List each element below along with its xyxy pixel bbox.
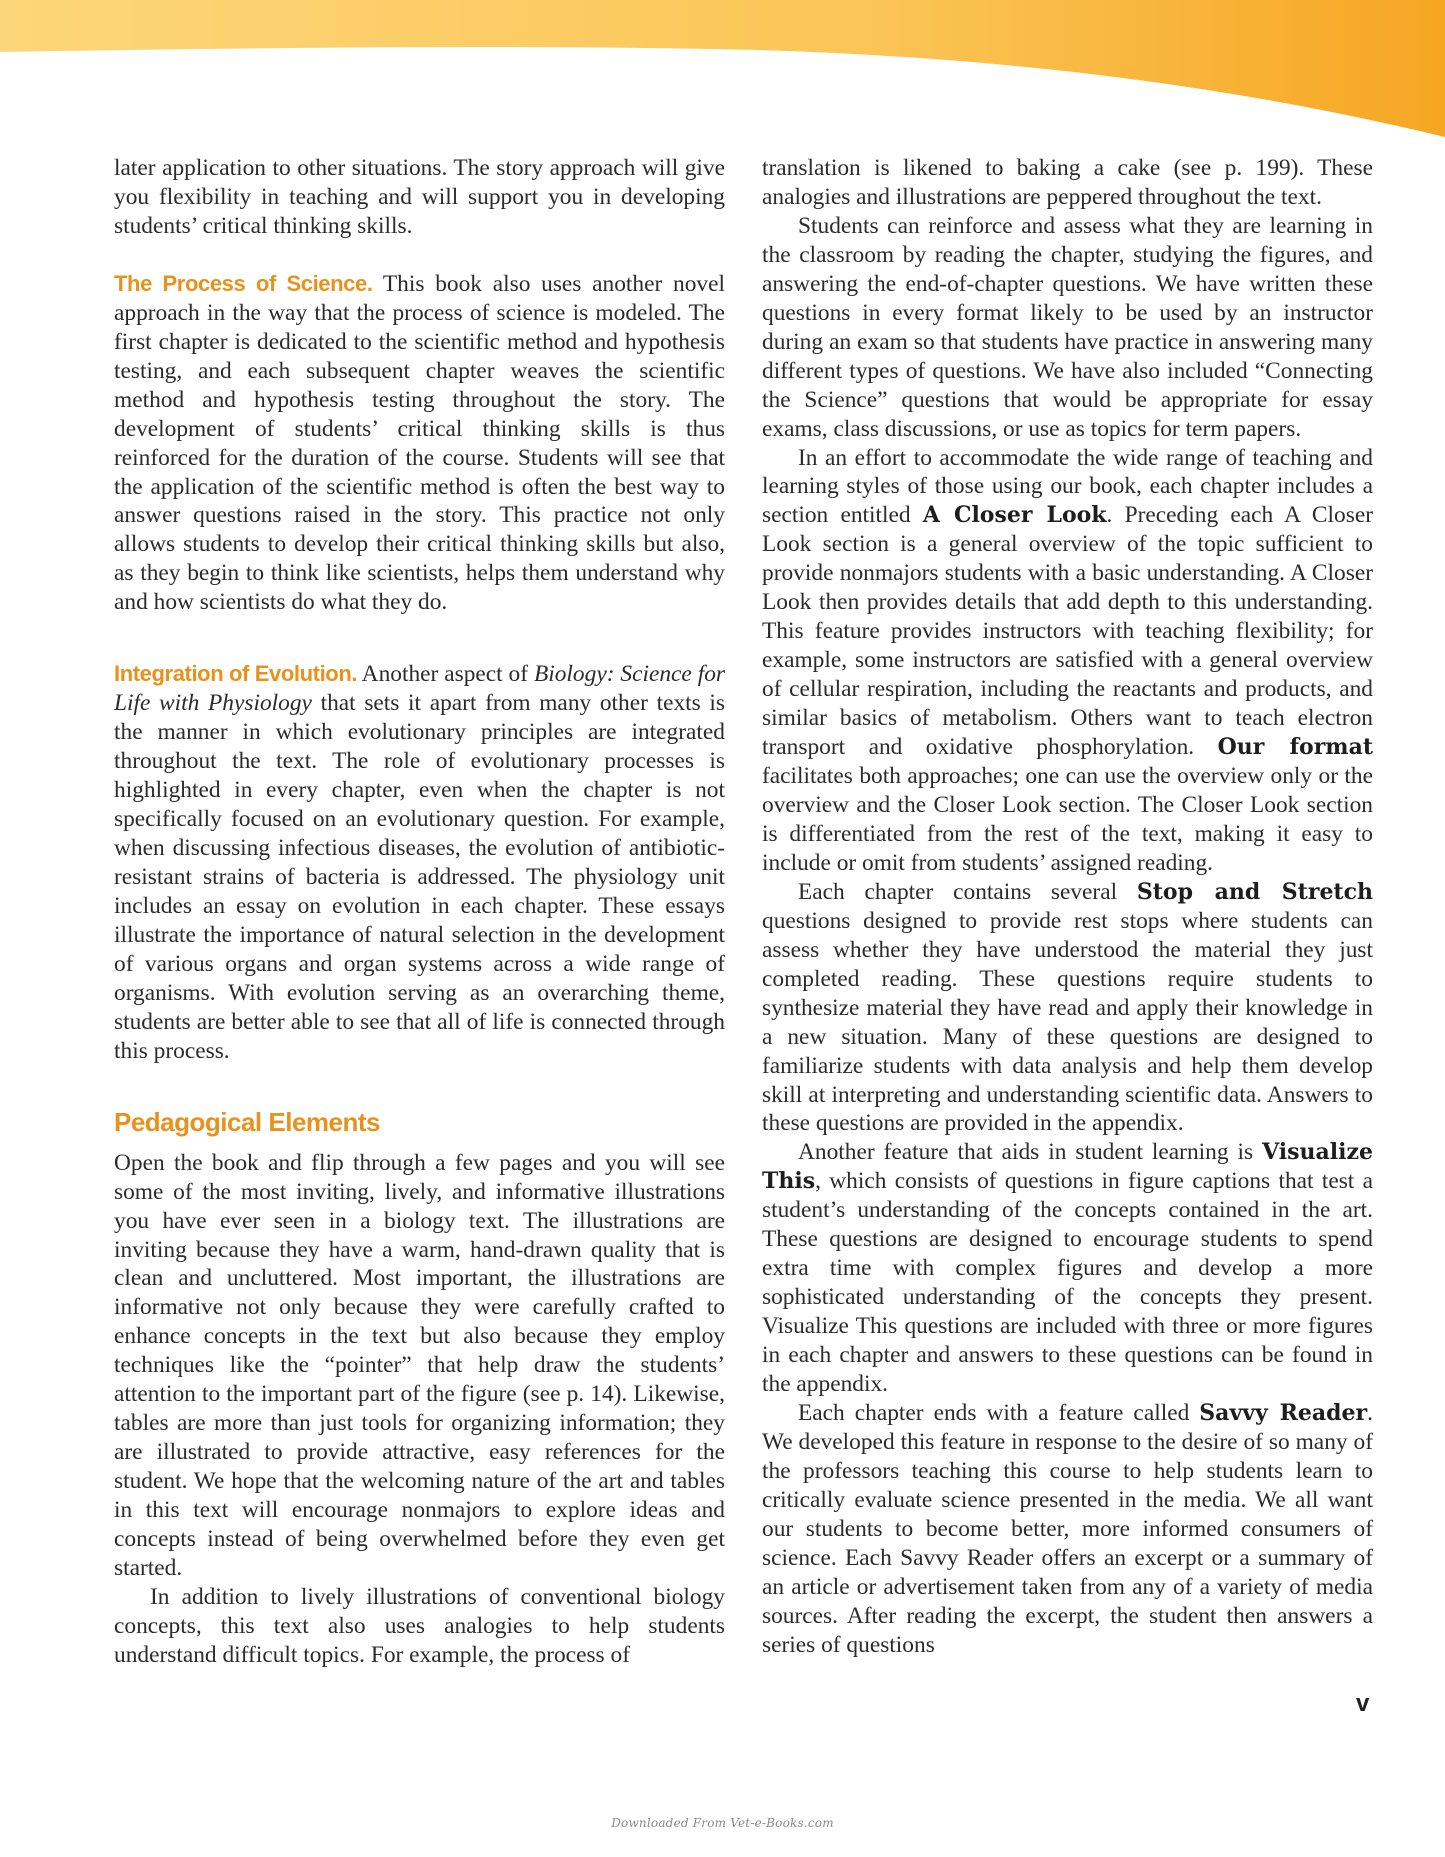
feature-name-a-closer-look: A Closer Look xyxy=(922,502,1107,529)
assessment-paragraph: Students can reinforce and assess what they are learning in the classroom by reading the chapter, studying the figures, and answering the end-of-chapter questions. We have written these questions in every format likely to be used by an instructor during an exam so that students have practice in answering many different types of questions. We have also included “Connecting the Science” questions that would be appropriate for essay exams, class discussions, or use as topics for term papers. xyxy=(762,212,1373,442)
feature-name-savvy-reader: Savvy Reader xyxy=(1199,1399,1368,1426)
process-of-science-paragraph: The Process of Science. This book also uses another novel approach in the way that the process of science is modeled. The first chapter is dedicated to the scientific method and hypothesis testing, and each subsequent chapter weaves the scientific method and hypothesis testing throughout the story. The development of students’ critical thinking skills is thus reinforced for the duration of the course. Students will see that the application of the scientific method is often the best way to answer questions raised in the story. This practice not only allows students to develop their critical thinking skills but also, as they begin to think like scientists, helps them understand why and how scientists do what they do. xyxy=(114,270,725,616)
right-column xyxy=(762,154,1373,1660)
closer-look-paragraph: In an effort to accommodate the wide range of teaching and learning styles of those using our book, each chapter includes a section entitled A Closer Look. Preceding each A Closer Look section is a general overview of the topic sufficient to provide nonmajors students with a basic understanding. A Closer Look then provides details that add depth to this understanding. This feature provides instructors with teaching flexibility; for example, some instructors are satisfied with a general overview of cellular respiration, including the reactants and products, and similar basics of metabolism. Others want to teach electron transport and oxidative phosphorylation. Our format facilitates both approaches; one can use the overview only or the overview and the Closer Look section. The Closer Look section is differentiated from the rest of the text, making it easy to include or omit from students’ assigned reading. xyxy=(762,444,1373,876)
analogies-paragraph: In addition to lively illustrations of conventional biology concepts, this text also uses analogies to help students understand difficult topics. For example, the process of xyxy=(114,1583,725,1668)
feature-name-stop-and-stretch: Stop and Stretch xyxy=(1136,878,1373,905)
section-heading-pedagogical-elements: Pedagogical Elements xyxy=(114,1106,380,1137)
run-in-heading-integration-of-evolution: Integration of Evolution. xyxy=(114,661,358,687)
emphasis-our-format: Our format xyxy=(1217,734,1373,761)
intro-paragraph-continued: later application to other situations. The story approach will give you flexibility in teaching and will support you in developing students’ critical thinking skills. xyxy=(114,155,725,239)
translation-paragraph: translation is likened to baking a cake (see p. 199). These analogies and illustrations are peppered throughout the text. xyxy=(762,155,1373,210)
stop-and-stretch-paragraph: Each chapter contains several Stop and Stretch questions designed to provide rest stops where students can assess whether they have understood the material they just completed reading. These questions require students to synthesize material they have read and apply their knowledge in a new situation. Many of these questions are designed to familiarize students with data analysis and help them develop skill at interpreting and understanding scientific data. Answers to these questions are provided in the appendix. xyxy=(762,878,1373,1137)
visualize-this-paragraph: Another feature that aids in student learning is Visualize This, which consists of questions in figure captions that test a student’s understanding of the concepts contained in the art. These questions are designed to encourage students to spend extra time with complex figures and develop a more sophisticated understanding of the concepts they present. Visualize This questions are included with three or more figures in each chapter and answers to these questions can be found in the appendix. xyxy=(762,1139,1373,1398)
left-column xyxy=(114,154,725,1670)
feature-name-visualize-this: Visualize This xyxy=(762,1139,1373,1195)
run-in-heading-process-of-science: The Process of Science. xyxy=(114,270,373,296)
savvy-reader-paragraph: Each chapter ends with a feature called Savvy Reader. We developed this feature in response to the desire of so many of the professors teaching this course to help students learn to critically evaluate science presented in the media. We all want our students to become better, more informed consumers of science. Each Savvy Reader offers an excerpt or a summary of an article or advertisement taken from any of a variety of media sources. After reading the excerpt, the student then answers a series of questions xyxy=(762,1399,1373,1658)
pedagogy-paragraph: Open the book and flip through a few pages and you will see some of the most inviting, lively, and informative illustrations you have ever seen in a biology text. The illustrations are inviting because they have a warm, hand-drawn quality that is clean and uncluttered. Most important, the illustrations are informative not only because they were carefully crafted to enhance concepts in the text but also because they employ techniques like the “pointer” that help draw the students’ attention to the important part of the figure (see p. 14). Likewise, tables are more than just tools for organizing information; they are illustrated to provide attractive, easy references for the student. We hope that the welcoming nature of the art and tables in this text will encourage nonmajors to explore ideas and concepts instead of being overwhelmed before they even get started. xyxy=(114,1149,725,1581)
page-number: v xyxy=(1356,1690,1370,1717)
footer-credit: Downloaded From Vet-e-Books.com xyxy=(611,1816,834,1830)
integration-of-evolution-paragraph: Integration of Evolution. Another aspect of Biology: Science for Life with Physiology that sets it apart from many other texts is the manner in which evolutionary principles are integrated throughout the text. The role of evolutionary processes is highlighted in every chapter, even when the chapter is not specifically focused on an evolutionary question. For example, when discussing infectious diseases, the evolution of antibiotic-resistant strains of bacteria is addressed. The physiology unit includes an essay on evolution in each chapter. These essays illustrate the importance of natural selection in the development of various organs and organ systems across a wide range of organisms. With evolution serving as an overarching theme, students are better able to see that all of life is connected through this process. xyxy=(114,661,726,1064)
book-title: Biology: Science for Life with Physiology xyxy=(114,661,725,717)
decorative-header-band xyxy=(0,0,1445,150)
